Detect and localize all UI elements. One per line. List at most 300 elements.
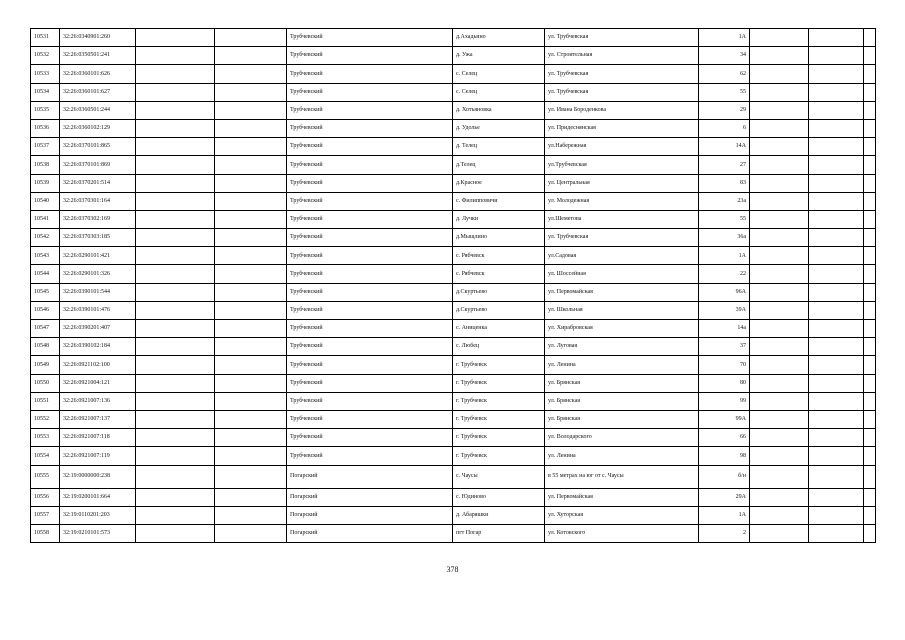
row-number-cell: 10545 — [31, 283, 60, 301]
empty-cell — [864, 356, 876, 374]
street-cell: ул. Луговая — [545, 338, 699, 356]
empty-cell — [864, 465, 876, 488]
cadastral-number-cell: 32:26:0290101:326 — [60, 265, 136, 283]
empty-cell — [864, 410, 876, 428]
house-number-cell: 39А — [699, 301, 750, 319]
empty-cell — [864, 247, 876, 265]
cadastral-number-cell: 32:26:0921007:119 — [60, 447, 136, 465]
empty-cell — [750, 29, 809, 47]
empty-cell — [136, 210, 215, 228]
cadastral-number-cell: 32:26:0370302:169 — [60, 210, 136, 228]
street-cell: ул. Школьная — [545, 301, 699, 319]
empty-cell — [864, 29, 876, 47]
table-row — [31, 447, 876, 465]
empty-cell — [809, 283, 864, 301]
empty-cell — [809, 101, 864, 119]
row-number-cell: 10544 — [31, 265, 60, 283]
cadastral-number-cell: 32:26:0370301:164 — [60, 192, 136, 210]
row-number-cell: 10538 — [31, 156, 60, 174]
district-cell: Погарский — [287, 506, 453, 524]
page-number: 378 — [446, 565, 459, 574]
house-number-cell: 2 — [699, 524, 750, 542]
house-number-cell: 36а — [699, 229, 750, 247]
street-cell: ул. Первомайская — [545, 283, 699, 301]
empty-cell — [809, 174, 864, 192]
empty-cell — [215, 338, 287, 356]
empty-cell — [809, 29, 864, 47]
table-row — [31, 83, 876, 101]
house-number-cell: 37 — [699, 338, 750, 356]
district-cell: Трубчевский — [287, 429, 453, 447]
locality-cell: д. Абаряшки — [453, 506, 545, 524]
empty-cell — [136, 29, 215, 47]
locality-cell: с. Любец — [453, 338, 545, 356]
row-number-cell: 10536 — [31, 119, 60, 137]
locality-cell: г. Трубчевск — [453, 356, 545, 374]
row-number-cell: 10549 — [31, 356, 60, 374]
district-cell: Трубчевский — [287, 247, 453, 265]
street-cell: ул. Трубчевская — [545, 65, 699, 83]
row-number-cell: 10539 — [31, 174, 60, 192]
table-row — [31, 138, 876, 156]
empty-cell — [215, 229, 287, 247]
district-cell: Трубчевский — [287, 174, 453, 192]
cadastral-number-cell: 32:26:0370201:514 — [60, 174, 136, 192]
table-row — [31, 47, 876, 65]
locality-cell: с. Чаусы — [453, 465, 545, 488]
empty-cell — [215, 138, 287, 156]
empty-cell — [215, 156, 287, 174]
empty-cell — [750, 506, 809, 524]
table-row — [31, 356, 876, 374]
empty-cell — [215, 447, 287, 465]
empty-cell — [809, 83, 864, 101]
row-number-cell: 10531 — [31, 29, 60, 47]
locality-cell: г. Трубчевск — [453, 374, 545, 392]
row-number-cell: 10547 — [31, 320, 60, 338]
empty-cell — [136, 247, 215, 265]
locality-cell: г. Трубчевск — [453, 392, 545, 410]
table-row — [31, 524, 876, 542]
cadastral-number-cell: 32:19:0210101:573 — [60, 524, 136, 542]
house-number-cell: 83 — [699, 174, 750, 192]
locality-cell: д. Ужа — [453, 47, 545, 65]
table-row — [31, 192, 876, 210]
empty-cell — [215, 392, 287, 410]
empty-cell — [750, 138, 809, 156]
empty-cell — [864, 101, 876, 119]
house-number-cell: 96А — [699, 283, 750, 301]
empty-cell — [750, 47, 809, 65]
empty-cell — [136, 447, 215, 465]
locality-cell: д. Телец — [453, 138, 545, 156]
empty-cell — [215, 374, 287, 392]
street-cell: ул. Ивана Бороденкова — [545, 101, 699, 119]
street-cell: ул. Придеснянская — [545, 119, 699, 137]
empty-cell — [136, 338, 215, 356]
empty-cell — [215, 174, 287, 192]
empty-cell — [136, 265, 215, 283]
table-row — [31, 320, 876, 338]
locality-cell: с. Юдиново — [453, 488, 545, 506]
district-cell: Трубчевский — [287, 83, 453, 101]
street-cell: ул.Трубчевская — [545, 156, 699, 174]
district-cell: Трубчевский — [287, 156, 453, 174]
cadastral-number-cell: 32:26:0360101:626 — [60, 65, 136, 83]
house-number-cell: 55 — [699, 210, 750, 228]
street-cell: в 55 метрах на юг от с. Чаусы — [545, 465, 699, 488]
district-cell: Трубчевский — [287, 374, 453, 392]
row-number-cell: 10555 — [31, 465, 60, 488]
house-number-cell: 1А — [699, 247, 750, 265]
house-number-cell: 6 — [699, 119, 750, 137]
empty-cell — [215, 506, 287, 524]
empty-cell — [809, 338, 864, 356]
cadastral-number-cell: 32:26:0370101:865 — [60, 138, 136, 156]
house-number-cell: 34 — [699, 47, 750, 65]
empty-cell — [750, 465, 809, 488]
empty-cell — [809, 47, 864, 65]
empty-cell — [750, 447, 809, 465]
row-number-cell: 10541 — [31, 210, 60, 228]
empty-cell — [215, 65, 287, 83]
empty-cell — [864, 392, 876, 410]
empty-cell — [215, 465, 287, 488]
empty-cell — [864, 320, 876, 338]
row-number-cell: 10551 — [31, 392, 60, 410]
empty-cell — [809, 374, 864, 392]
house-number-cell: 1А — [699, 29, 750, 47]
street-cell: ул. Трубчевская — [545, 229, 699, 247]
locality-cell: г. Трубчевск — [453, 410, 545, 428]
empty-cell — [136, 506, 215, 524]
empty-cell — [809, 488, 864, 506]
empty-cell — [136, 356, 215, 374]
cadastral-number-cell: 32:26:0921007:137 — [60, 410, 136, 428]
row-number-cell: 10553 — [31, 429, 60, 447]
cadastral-number-cell: 32:26:0290101:421 — [60, 247, 136, 265]
table-row — [31, 156, 876, 174]
empty-cell — [136, 320, 215, 338]
empty-cell — [809, 506, 864, 524]
empty-cell — [864, 488, 876, 506]
empty-cell — [864, 429, 876, 447]
empty-cell — [809, 210, 864, 228]
street-cell: ул. Трубчевская — [545, 29, 699, 47]
empty-cell — [215, 488, 287, 506]
locality-cell: пгт Погар — [453, 524, 545, 542]
empty-cell — [809, 65, 864, 83]
street-cell: ул. Трубчевская — [545, 83, 699, 101]
street-cell: ул. Ленина — [545, 356, 699, 374]
district-cell: Трубчевский — [287, 138, 453, 156]
locality-cell: д.Ахадьино — [453, 29, 545, 47]
district-cell: Трубчевский — [287, 47, 453, 65]
house-number-cell: б/н — [699, 465, 750, 488]
locality-cell: с. Селец — [453, 83, 545, 101]
house-number-cell: 62 — [699, 65, 750, 83]
empty-cell — [809, 524, 864, 542]
street-cell: ул. Центральная — [545, 174, 699, 192]
row-number-cell: 10534 — [31, 83, 60, 101]
cadastral-number-cell: 32:26:0921007:136 — [60, 392, 136, 410]
locality-cell: д. Удолье — [453, 119, 545, 137]
empty-cell — [136, 65, 215, 83]
district-cell: Трубчевский — [287, 301, 453, 319]
cadastral-number-cell: 32:26:0360102:129 — [60, 119, 136, 137]
cadastral-number-cell: 32:26:0390101:476 — [60, 301, 136, 319]
empty-cell — [136, 392, 215, 410]
table-row — [31, 301, 876, 319]
empty-cell — [864, 65, 876, 83]
cadastral-number-cell: 32:26:0390101:544 — [60, 283, 136, 301]
empty-cell — [750, 429, 809, 447]
district-cell: Трубчевский — [287, 447, 453, 465]
street-cell: ул.Шеметова — [545, 210, 699, 228]
empty-cell — [136, 119, 215, 137]
street-cell: ул. Молодежная — [545, 192, 699, 210]
empty-cell — [215, 524, 287, 542]
row-number-cell: 10533 — [31, 65, 60, 83]
empty-cell — [136, 283, 215, 301]
table-row — [31, 119, 876, 137]
empty-cell — [750, 174, 809, 192]
table-row — [31, 65, 876, 83]
table-row — [31, 247, 876, 265]
empty-cell — [215, 283, 287, 301]
empty-cell — [750, 65, 809, 83]
house-number-cell: 14а — [699, 320, 750, 338]
street-cell: ул.Набережная — [545, 138, 699, 156]
empty-cell — [809, 447, 864, 465]
empty-cell — [864, 229, 876, 247]
row-number-cell: 10548 — [31, 338, 60, 356]
empty-cell — [864, 83, 876, 101]
locality-cell: с. Рябчевск — [453, 247, 545, 265]
empty-cell — [864, 47, 876, 65]
empty-cell — [750, 338, 809, 356]
house-number-cell: 23а — [699, 192, 750, 210]
empty-cell — [864, 506, 876, 524]
house-number-cell: 66 — [699, 429, 750, 447]
empty-cell — [864, 174, 876, 192]
house-number-cell: 14А — [699, 138, 750, 156]
district-cell: Трубчевский — [287, 101, 453, 119]
empty-cell — [215, 29, 287, 47]
house-number-cell: 1А — [699, 506, 750, 524]
empty-cell — [136, 174, 215, 192]
row-number-cell: 10558 — [31, 524, 60, 542]
cadastral-number-cell: 32:26:0921007:118 — [60, 429, 136, 447]
empty-cell — [215, 210, 287, 228]
table-row — [31, 506, 876, 524]
cadastral-number-cell: 32:26:0360501:244 — [60, 101, 136, 119]
cadastral-number-cell: 32:26:0921102:100 — [60, 356, 136, 374]
empty-cell — [215, 192, 287, 210]
empty-cell — [750, 229, 809, 247]
district-cell: Трубчевский — [287, 338, 453, 356]
registry-table — [30, 28, 876, 543]
empty-cell — [215, 247, 287, 265]
empty-cell — [750, 488, 809, 506]
empty-cell — [864, 447, 876, 465]
empty-cell — [215, 83, 287, 101]
empty-cell — [136, 410, 215, 428]
empty-cell — [750, 210, 809, 228]
empty-cell — [215, 320, 287, 338]
empty-cell — [809, 192, 864, 210]
empty-cell — [136, 156, 215, 174]
empty-cell — [809, 229, 864, 247]
street-cell: ул. Хирабровская — [545, 320, 699, 338]
row-number-cell: 10535 — [31, 101, 60, 119]
cadastral-number-cell: 32:26:0370303:185 — [60, 229, 136, 247]
cadastral-number-cell: 32:26:0350501:241 — [60, 47, 136, 65]
locality-cell: г. Трубчевск — [453, 429, 545, 447]
street-cell: ул. Брянская — [545, 374, 699, 392]
table-row — [31, 210, 876, 228]
empty-cell — [809, 265, 864, 283]
cadastral-number-cell: 32:26:0360101:627 — [60, 83, 136, 101]
house-number-cell: 70 — [699, 356, 750, 374]
row-number-cell: 10532 — [31, 47, 60, 65]
district-cell: Трубчевский — [287, 119, 453, 137]
street-cell: ул. Ленина — [545, 447, 699, 465]
empty-cell — [136, 192, 215, 210]
empty-cell — [215, 356, 287, 374]
district-cell: Трубчевский — [287, 229, 453, 247]
empty-cell — [750, 192, 809, 210]
district-cell: Трубчевский — [287, 392, 453, 410]
cadastral-number-cell: 32:26:0390102:184 — [60, 338, 136, 356]
street-cell: ул.Садовая — [545, 247, 699, 265]
house-number-cell: 99 — [699, 392, 750, 410]
empty-cell — [750, 356, 809, 374]
locality-cell: с. Селец — [453, 65, 545, 83]
empty-cell — [750, 265, 809, 283]
empty-cell — [136, 429, 215, 447]
empty-cell — [750, 156, 809, 174]
house-number-cell: 29 — [699, 101, 750, 119]
empty-cell — [750, 320, 809, 338]
district-cell: Трубчевский — [287, 65, 453, 83]
street-cell: ул. Котовского — [545, 524, 699, 542]
empty-cell — [864, 138, 876, 156]
row-number-cell: 10554 — [31, 447, 60, 465]
street-cell: ул. Брянская — [545, 410, 699, 428]
house-number-cell: 27 — [699, 156, 750, 174]
row-number-cell: 10537 — [31, 138, 60, 156]
empty-cell — [809, 247, 864, 265]
street-cell: ул. Брянская — [545, 392, 699, 410]
locality-cell: д.Красное — [453, 174, 545, 192]
empty-cell — [864, 156, 876, 174]
row-number-cell: 10552 — [31, 410, 60, 428]
street-cell: ул. Первомайская — [545, 488, 699, 506]
empty-cell — [809, 320, 864, 338]
district-cell: Погарский — [287, 488, 453, 506]
table-row — [31, 229, 876, 247]
house-number-cell: 22 — [699, 265, 750, 283]
cadastral-number-cell: 32:26:0390201:407 — [60, 320, 136, 338]
district-cell: Погарский — [287, 524, 453, 542]
empty-cell — [750, 524, 809, 542]
locality-cell: д.Скуртьево — [453, 283, 545, 301]
empty-cell — [750, 119, 809, 137]
table-row — [31, 283, 876, 301]
empty-cell — [215, 101, 287, 119]
locality-cell: с. Рябчевск — [453, 265, 545, 283]
empty-cell — [809, 138, 864, 156]
locality-cell: д.Телец — [453, 156, 545, 174]
street-cell: ул. Хуторская — [545, 506, 699, 524]
empty-cell — [809, 410, 864, 428]
district-cell: Трубчевский — [287, 410, 453, 428]
empty-cell — [864, 283, 876, 301]
empty-cell — [136, 101, 215, 119]
empty-cell — [864, 119, 876, 137]
row-number-cell: 10546 — [31, 301, 60, 319]
empty-cell — [215, 265, 287, 283]
table-row — [31, 410, 876, 428]
row-number-cell: 10542 — [31, 229, 60, 247]
empty-cell — [136, 47, 215, 65]
house-number-cell: 98 — [699, 447, 750, 465]
empty-cell — [215, 301, 287, 319]
empty-cell — [750, 374, 809, 392]
cadastral-number-cell: 32:26:0921004:121 — [60, 374, 136, 392]
locality-cell: д. Лучки — [453, 210, 545, 228]
empty-cell — [136, 524, 215, 542]
table-row — [31, 101, 876, 119]
table-row — [31, 488, 876, 506]
table-row — [31, 174, 876, 192]
table-row — [31, 265, 876, 283]
street-cell: ул. Володарского — [545, 429, 699, 447]
locality-cell: с. Аниценка — [453, 320, 545, 338]
empty-cell — [215, 429, 287, 447]
empty-cell — [809, 156, 864, 174]
district-cell: Трубчевский — [287, 320, 453, 338]
empty-cell — [215, 410, 287, 428]
table-row — [31, 429, 876, 447]
row-number-cell: 10556 — [31, 488, 60, 506]
locality-cell: д.Скуртьево — [453, 301, 545, 319]
row-number-cell: 10557 — [31, 506, 60, 524]
locality-cell: д.Мыщлино — [453, 229, 545, 247]
empty-cell — [136, 138, 215, 156]
empty-cell — [136, 374, 215, 392]
empty-cell — [215, 119, 287, 137]
empty-cell — [864, 301, 876, 319]
locality-cell: г. Трубчевск — [453, 447, 545, 465]
district-cell: Трубчевский — [287, 356, 453, 374]
district-cell: Трубчевский — [287, 265, 453, 283]
empty-cell — [136, 83, 215, 101]
empty-cell — [864, 210, 876, 228]
empty-cell — [136, 229, 215, 247]
empty-cell — [215, 47, 287, 65]
cadastral-number-cell: 32:26:0370101:869 — [60, 156, 136, 174]
district-cell: Трубчевский — [287, 210, 453, 228]
empty-cell — [750, 301, 809, 319]
row-number-cell: 10543 — [31, 247, 60, 265]
empty-cell — [136, 301, 215, 319]
empty-cell — [809, 119, 864, 137]
house-number-cell: 80 — [699, 374, 750, 392]
street-cell: ул. Шоссейная — [545, 265, 699, 283]
district-cell: Трубчевский — [287, 283, 453, 301]
